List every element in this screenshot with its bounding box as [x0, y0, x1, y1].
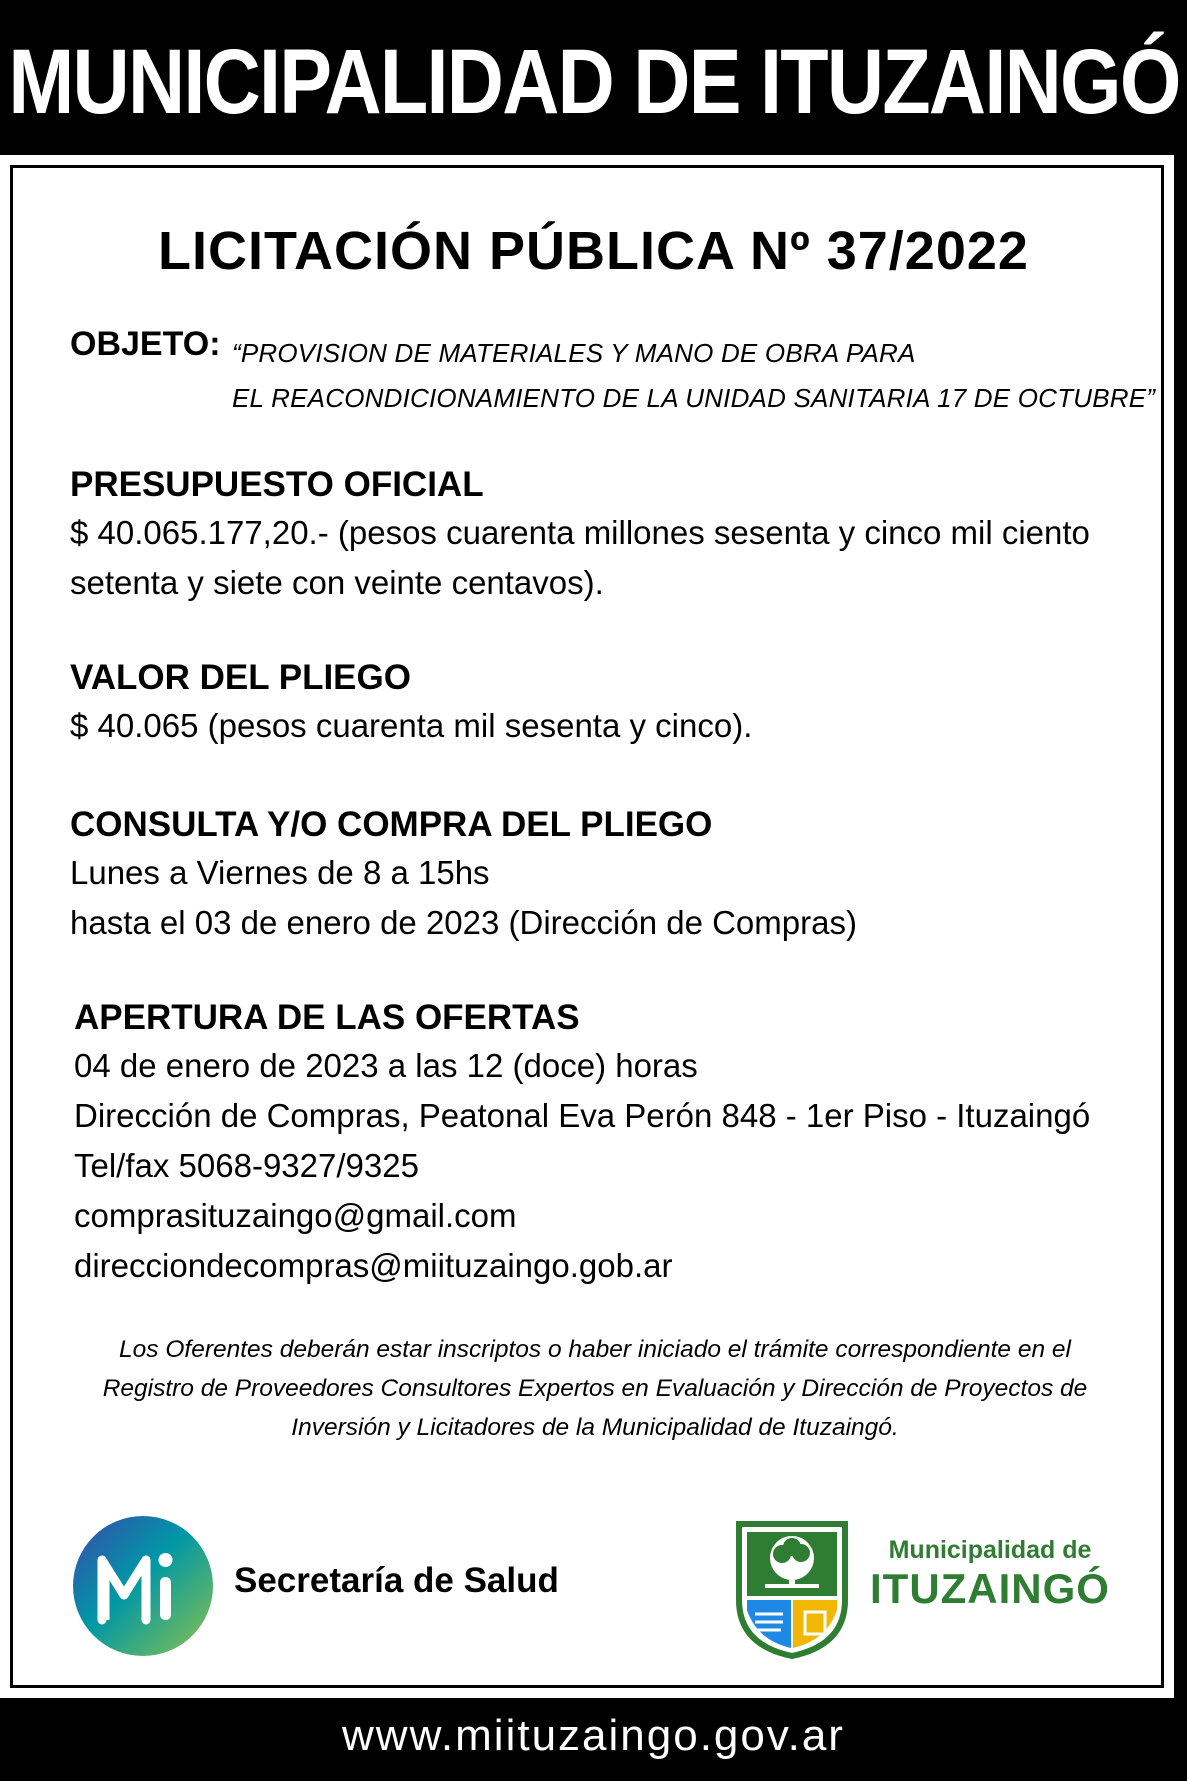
valor-line-1: $ 40.065 (pesos cuarenta mil sesenta y cinco).: [70, 707, 753, 744]
objeto-line-2: EL REACONDICIONAMIENTO DE LA UNIDAD SANITARIA 17 DE OCTUBRE”: [232, 383, 1156, 413]
municipality-logo-text: [860, 1536, 1120, 1613]
apertura-heading: APERTURA DE LAS OFERTAS: [74, 998, 580, 1037]
apertura-section: [74, 995, 1134, 1291]
footer-bar: [0, 1690, 1187, 1781]
apertura-line-1: 04 de enero de 2023 a las 12 (doce) horas: [74, 1047, 698, 1084]
mi-logo-icon: [72, 1515, 214, 1657]
secretaria-salud-label: Secretaría de Salud: [234, 1561, 559, 1600]
consulta-line-2: hasta el 03 de enero de 2023 (Dirección de Compras): [70, 904, 857, 941]
presupuesto-heading: PRESUPUESTO OFICIAL: [70, 465, 484, 504]
apertura-email-1[interactable]: comprasituzaingo@gmail.com: [74, 1197, 517, 1234]
presupuesto-line-1: $ 40.065.177,20.- (pesos cuarenta millones sesenta y cinco mil ciento: [70, 514, 1090, 551]
muni-logo-line-2: ITUZAINGÓ: [870, 1565, 1110, 1612]
valor-heading: VALOR DEL PLIEGO: [70, 658, 411, 697]
note-line-2: Registro de Proveedores Consultores Expertos en Evaluación y Dirección de Proyectos de: [102, 1375, 1088, 1402]
tender-title: LICITACIÓN PÚBLICA Nº 37/2022: [158, 221, 1029, 281]
header-bar: [0, 0, 1187, 165]
presupuesto-section: [70, 462, 1130, 608]
apertura-line-3: Tel/fax 5068-9327/9325: [74, 1147, 419, 1184]
municipal-shield-icon: [735, 1520, 849, 1660]
note-line-1: Los Oferentes deberán estar inscriptos o haber iniciado el trámite correspondiente en el: [119, 1336, 1071, 1363]
apertura-line-2: Dirección de Compras, Peatonal Eva Perón 848 - 1er Piso - Ituzaingó: [74, 1097, 1091, 1134]
muni-logo-line-1: Municipalidad de: [888, 1536, 1092, 1564]
consulta-section: [70, 802, 1130, 948]
requirements-note: [80, 1330, 1110, 1447]
apertura-email-2[interactable]: direcciondecompras@miituzaingo.gob.ar: [74, 1247, 673, 1284]
objeto-line-1: “PROVISION DE MATERIALES Y MANO DE OBRA PARA: [232, 338, 916, 368]
valor-section: [70, 655, 1130, 751]
consulta-line-1: Lunes a Viernes de 8 a 15hs: [70, 854, 490, 891]
note-line-3: Inversión y Licitadores de la Municipalidad de Ituzaingó.: [291, 1414, 899, 1441]
objeto-label: OBJETO:: [70, 325, 221, 363]
municipality-title: MUNICIPALIDAD DE ITUZAINGÓ: [7, 31, 1180, 133]
website-link[interactable]: www.miituzaingo.gov.ar: [342, 1710, 845, 1760]
objeto-text: [232, 331, 1155, 421]
presupuesto-line-2: setenta y siete con veinte centavos).: [70, 564, 604, 601]
consulta-heading: CONSULTA Y/O COMPRA DEL PLIEGO: [70, 805, 713, 844]
